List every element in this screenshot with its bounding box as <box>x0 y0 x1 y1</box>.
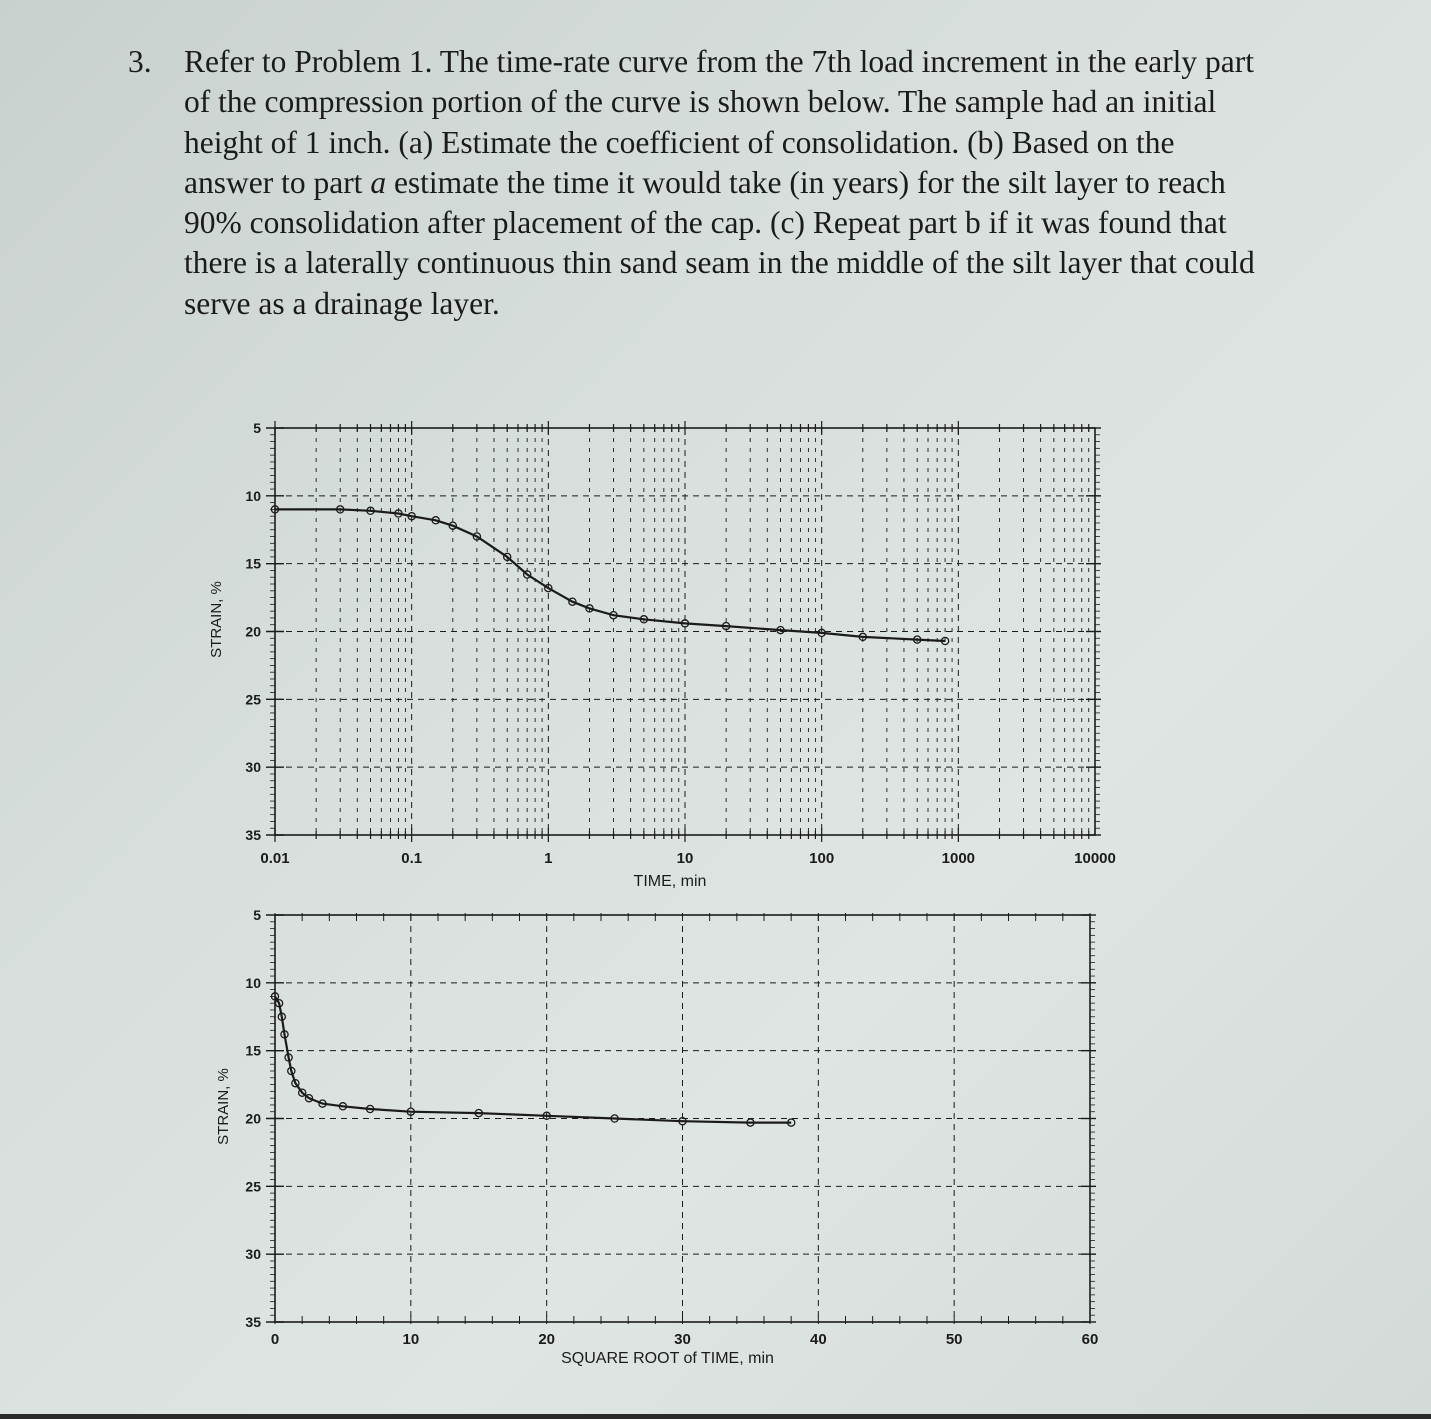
frame-edge <box>0 1414 1431 1419</box>
problem-line-italic: a <box>370 164 387 200</box>
y-tick-label: 15 <box>245 1042 261 1059</box>
y-tick-label: 5 <box>253 420 261 436</box>
x-tick-label: 0 <box>270 1331 280 1348</box>
strain-curve <box>275 509 945 641</box>
y-tick-label: 15 <box>245 555 261 572</box>
x-tick-label: 10 <box>402 1331 420 1348</box>
y-tick-label: 35 <box>245 827 261 843</box>
y-tick-label: 35 <box>245 1314 261 1330</box>
problem-line-part: estimate the time it would take (in years) for the silt layer to reach <box>386 164 1226 200</box>
x-tick-label: 100 <box>809 850 835 867</box>
y-tick-label: 30 <box>245 1246 261 1263</box>
y-tick-label: 20 <box>245 1110 261 1127</box>
y-tick-label: 10 <box>245 974 261 991</box>
problem-line: 90% consolidation after placement of the cap. (c) Repeat part b if it was found that <box>184 205 1227 241</box>
strain-curve <box>275 996 791 1122</box>
x-tick-label: 30 <box>674 1331 691 1348</box>
x-tick-label: 0.1 <box>401 850 423 867</box>
y-tick-label: 25 <box>245 691 261 708</box>
x-tick-label: 1 <box>544 850 553 867</box>
y-axis-label: STRAIN, % <box>215 1068 232 1145</box>
problem-line: there is a laterally continuous thin sand seam in the middle of the silt layer that could <box>184 245 1255 281</box>
problem-line: serve as a drainage layer. <box>184 285 500 321</box>
x-tick-label: 0.01 <box>260 850 290 867</box>
problem-number: 3. <box>128 44 152 79</box>
x-tick-label: 50 <box>945 1331 963 1348</box>
problem-line: of the compression portion of the curve is shown below. The sample had an initial <box>184 84 1217 120</box>
x-tick-label: 60 <box>1081 1331 1099 1348</box>
y-tick-label: 30 <box>245 759 261 776</box>
x-tick-label: 10000 <box>1074 850 1116 867</box>
x-tick-label: 40 <box>809 1331 827 1348</box>
y-tick-label: 20 <box>245 623 261 640</box>
x-tick-label: 1000 <box>941 850 976 867</box>
y-tick-label: 25 <box>245 1178 261 1195</box>
problem-line: Refer to Problem 1. The time-rate curve from the 7th load increment in the early part <box>184 44 1255 79</box>
x-tick-label: 10 <box>676 850 694 867</box>
y-tick-label: 5 <box>253 907 261 923</box>
y-axis-label: STRAIN, % <box>208 581 225 658</box>
x-axis-label: SQUARE ROOT of TIME, min <box>561 1350 774 1367</box>
x-axis-label: TIME, min <box>633 873 707 890</box>
problem-line: height of 1 inch. (a) Estimate the coefficient of consolidation. (b) Based on the <box>184 124 1175 160</box>
x-tick-label: 20 <box>538 1331 556 1348</box>
y-tick-label: 10 <box>245 487 261 504</box>
problem-line-part: answer to part <box>184 164 371 200</box>
